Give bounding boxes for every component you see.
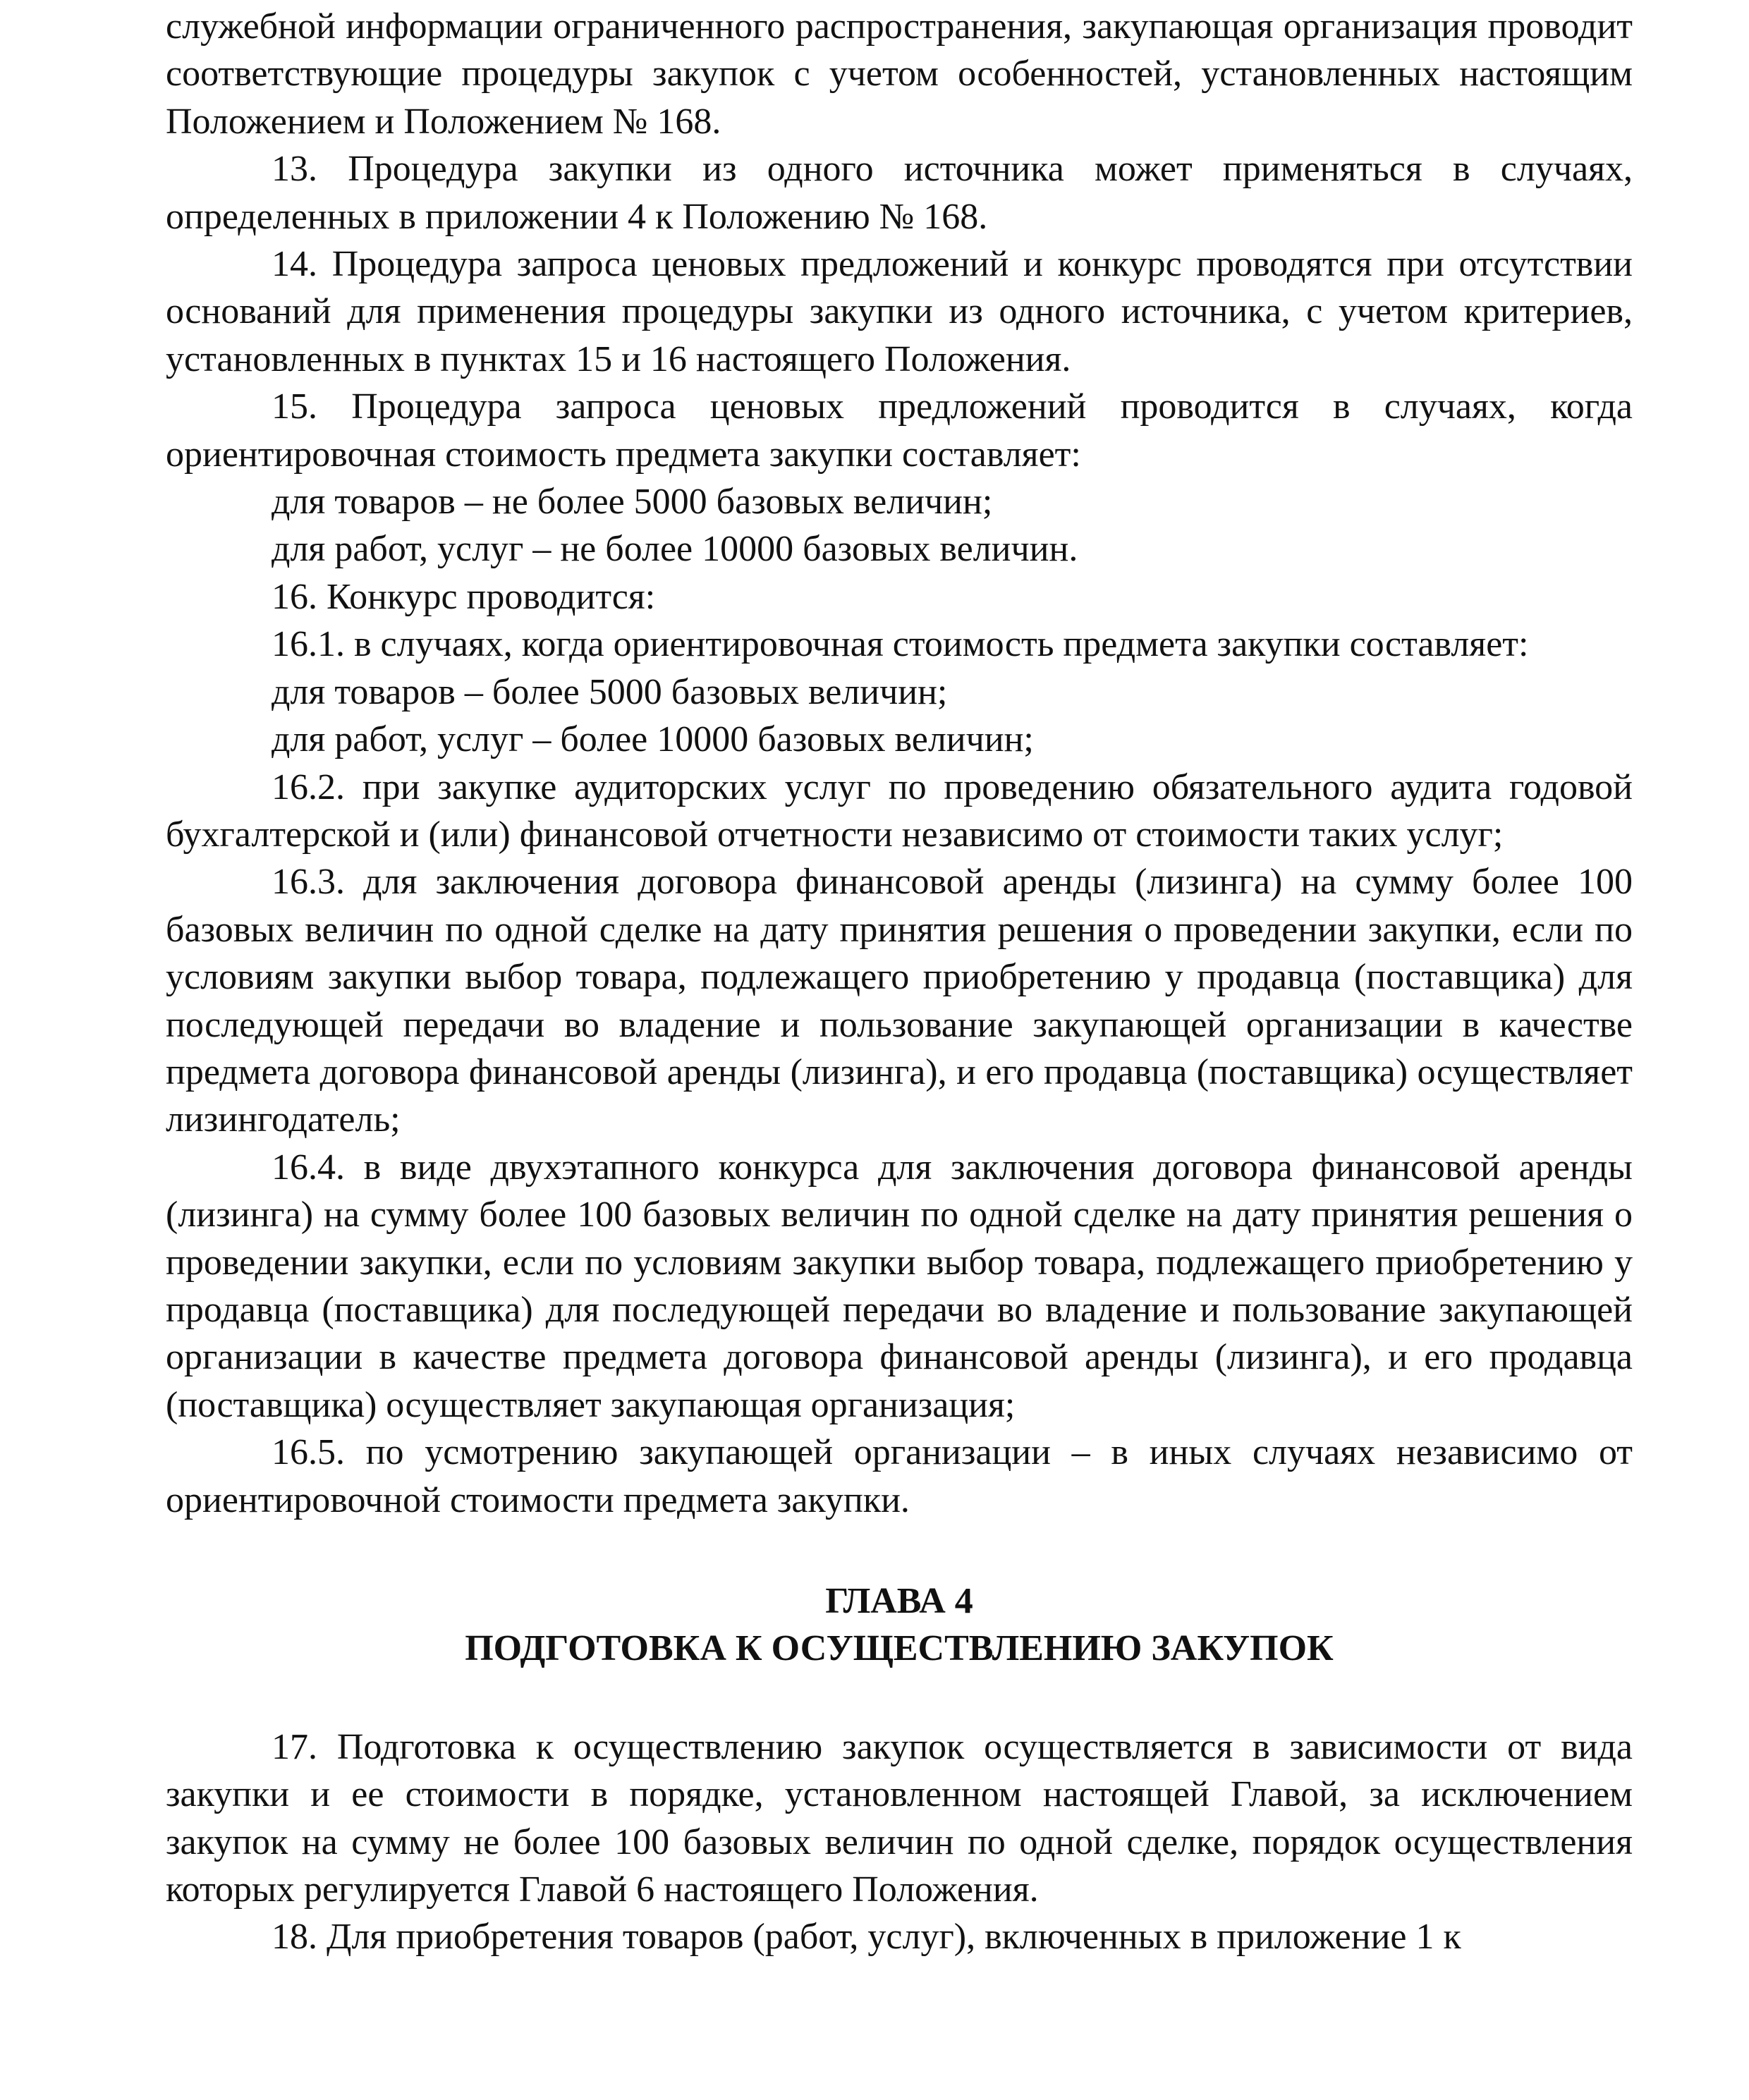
spacer (166, 1524, 1633, 1577)
paragraph-13: 13. Процедура закупки из одного источника может применяться в случаях, определенных в приложении 4 к Положению № 168. (166, 149, 1633, 237)
paragraph-continuation: служебной информации ограниченного распространения, закупающая организация проводит соответствующие процедуры закупок с учетом особенностей, установленных настоящим Положением и Положением № 168. (166, 6, 1633, 142)
paragraph-16-1-goods: для товаров – более 5000 базовых величин; (272, 671, 948, 712)
chapter-title: ПОДГОТОВКА К ОСУЩЕСТВЛЕНИЮ ЗАКУПОК (465, 1628, 1334, 1669)
paragraph-16-1-works: для работ, услуг – более 10000 базовых величин; (272, 719, 1034, 760)
paragraph-16-5: 16.5. по усмотрению закупающей организации – в иных случаях независимо от ориентировочной стоимости предмета закупки. (166, 1432, 1633, 1520)
document-page (166, 3, 1633, 1961)
spacer (166, 1673, 1633, 1723)
paragraph-15-goods: для товаров – не более 5000 базовых величин; (272, 482, 993, 523)
paragraph-16-1: 16.1. в случаях, когда ориентировочная стоимость предмета закупки составляет: (272, 624, 1529, 665)
paragraph-15-works: для работ, услуг – не более 10000 базовых величин. (272, 529, 1078, 570)
paragraph-15: 15. Процедура запроса ценовых предложений проводится в случаях, когда ориентировочная стоимость предмета закупки составляет: (166, 386, 1633, 475)
paragraph-16: 16. Конкурс проводится: (272, 576, 656, 617)
paragraph-14: 14. Процедура запроса ценовых предложений и конкурс проводятся при отсутствии оснований для применения процедуры закупки из одного источника, с учетом критериев, установленных в пунктах 15 и 16 настоящего Положения. (166, 244, 1633, 379)
paragraph-18: 18. Для приобретения товаров (работ, услуг), включенных в приложение 1 к (272, 1917, 1461, 1958)
paragraph-17: 17. Подготовка к осуществлению закупок осуществляется в зависимости от вида закупки и ее стоимости в порядке, установленном настоящей Главой, за исключением закупок на сумму не более 100 базовых величин по одной сделке, порядок осуществления которых регулируется Главой 6 настоящего Положения. (166, 1726, 1633, 1910)
paragraph-16-4: 16.4. в виде двухэтапного конкурса для заключения договора финансовой аренды (лизинга) на сумму более 100 базовых величин по одной сделке на дату принятия решения о проведении закупки, если по условиям закупки выбор товара, подлежащего приобретению у продавца (поставщика) для последующей передачи во владение и пользование закупающей организации в качестве предмета договора финансовой аренды (лизинга), и его продавца (поставщика) осуществляет закупающая организация; (166, 1147, 1633, 1425)
paragraph-16-2: 16.2. при закупке аудиторских услуг по проведению обязательного аудита годовой бухгалтерской и (или) финансовой отчетности независимо от стоимости таких услуг; (166, 767, 1633, 855)
chapter-number: ГЛАВА 4 (825, 1581, 973, 1621)
paragraph-16-3: 16.3. для заключения договора финансовой аренды (лизинга) на сумму более 100 базовых величин по одной сделке на дату принятия решения о проведении закупки, если по условиям закупки выбор товара, подлежащего приобретению у продавца (поставщика) для последующей передачи во владение и пользование закупающей организации в качестве предмета договора финансовой аренды (лизинга), и его продавца (поставщика) осуществляет лизингодатель; (166, 862, 1633, 1140)
